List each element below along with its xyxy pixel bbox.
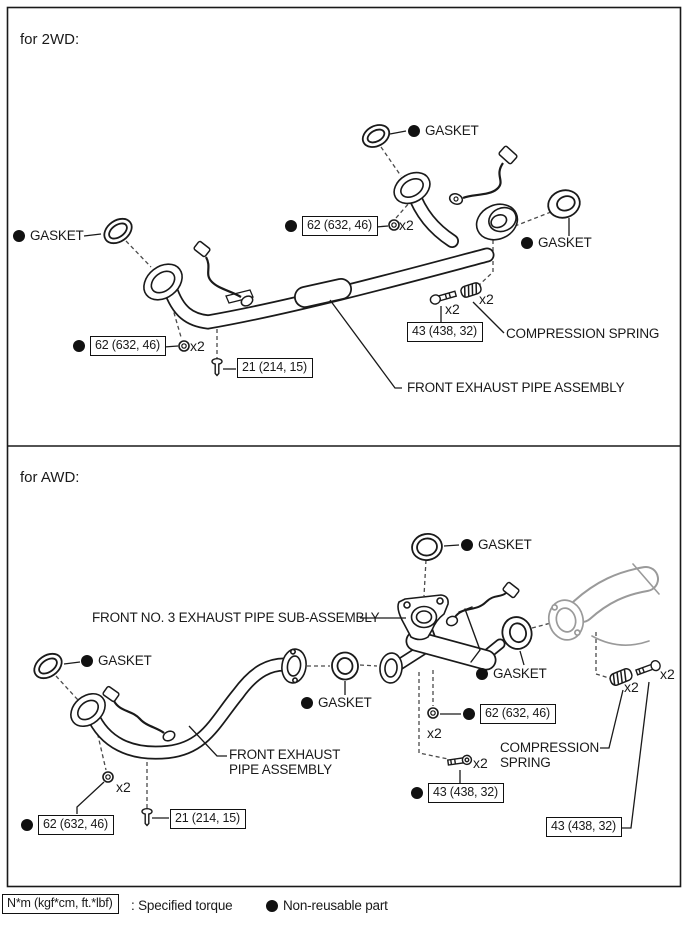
stud-bolt — [447, 755, 472, 767]
compression-spring-label: COMPRESSION SPRING — [500, 740, 600, 770]
quantity-label: x2 — [479, 291, 494, 307]
torque-box: 62 (632, 46) — [302, 216, 378, 236]
torque-box: 62 (632, 46) — [38, 815, 114, 835]
non-reusable-dot — [21, 819, 33, 831]
gasket-label: GASKET — [521, 236, 592, 251]
section-title-awd: for AWD: — [20, 469, 80, 486]
torque-box: 43 (438, 32) — [428, 783, 504, 803]
non-reusable-dot — [13, 230, 25, 242]
bolt — [212, 359, 222, 376]
no3-left-flange — [379, 652, 404, 684]
section-title-2wd: for 2WD: — [20, 31, 80, 48]
inlet-flange-right — [389, 166, 436, 209]
torque-spec-label — [73, 336, 166, 356]
front-pipe-outlet-flange — [280, 647, 308, 684]
gasket-label: GASKET — [13, 229, 84, 244]
non-reusable-dot — [521, 237, 533, 249]
torque-box: 43 (438, 32) — [407, 322, 483, 342]
quantity-label: x2 — [624, 679, 639, 695]
bolt — [142, 809, 152, 826]
compression-spring-label: COMPRESSION SPRING — [506, 326, 660, 341]
nut — [389, 220, 399, 230]
outlet-flange — [471, 198, 523, 246]
torque-box: 21 (214, 15) — [237, 358, 313, 378]
quantity-label: x2 — [190, 338, 205, 354]
gasket-ring — [330, 651, 360, 681]
non-reusable-dot — [411, 787, 423, 799]
rear-pipe-greyed — [582, 564, 659, 645]
torque-spec-label — [170, 809, 246, 829]
torque-box: 21 (214, 15) — [170, 809, 246, 829]
o2-sensor — [448, 146, 517, 206]
no3-pipe-label: FRONT NO. 3 EXHAUST PIPE SUB-ASSEMBLY — [92, 610, 380, 625]
gasket-ring — [545, 186, 584, 222]
gasket-label: GASKET — [81, 654, 152, 669]
torque-box: N*m (kgf*cm, ft.*lbf) — [2, 894, 119, 914]
nut — [179, 341, 189, 351]
quantity-label: x2 — [116, 779, 131, 795]
nut — [428, 708, 438, 718]
gasket-ring — [359, 121, 393, 152]
quantity-label: x2 — [473, 755, 488, 771]
torque-spec-label — [285, 216, 378, 236]
quantity-label: x2 — [445, 301, 460, 317]
quantity-label: x2 — [427, 725, 442, 741]
legend-nonreusable: Non-reusable part — [266, 899, 388, 914]
gasket-label: GASKET — [301, 696, 372, 711]
non-reusable-dot — [73, 340, 85, 352]
torque-spec-label — [411, 783, 504, 803]
front-pipe-label: FRONT EXHAUST PIPE ASSEMBLY — [407, 380, 625, 395]
leader-lines — [64, 545, 649, 828]
non-reusable-dot — [285, 220, 297, 232]
no3-top-flange — [398, 595, 448, 640]
torque-spec-label — [407, 322, 483, 342]
torque-spec-label — [21, 815, 114, 835]
gasket-ring — [100, 214, 137, 248]
non-reusable-dot — [461, 539, 473, 551]
non-reusable-dot — [301, 697, 313, 709]
quantity-label: x2 — [660, 666, 675, 682]
legend-torque-box — [2, 894, 119, 914]
torque-spec-label — [237, 358, 313, 378]
bolt — [635, 659, 661, 677]
torque-box: 43 (438, 32) — [546, 817, 622, 837]
legend-torque-desc: : Specified torque — [131, 898, 233, 913]
gasket-label: GASKET — [408, 124, 479, 139]
torque-spec-label — [463, 704, 556, 724]
torque-box: 62 (632, 46) — [90, 336, 166, 356]
non-reusable-dot — [463, 708, 475, 720]
non-reusable-dot — [408, 125, 420, 137]
o2-sensor — [193, 241, 254, 308]
gasket-label: GASKET — [476, 667, 547, 682]
front-pipe-label: FRONT EXHAUST PIPE ASSEMBLY — [229, 747, 341, 777]
non-reusable-dot — [266, 900, 278, 912]
gasket-ring — [410, 532, 444, 563]
non-reusable-dot — [476, 668, 488, 680]
gasket-ring — [30, 649, 67, 683]
torque-box: 62 (632, 46) — [480, 704, 556, 724]
quantity-label: x2 — [399, 217, 414, 233]
non-reusable-dot — [81, 655, 93, 667]
torque-spec-label — [546, 817, 622, 837]
nut — [103, 772, 113, 782]
gasket-label: GASKET — [461, 538, 532, 553]
